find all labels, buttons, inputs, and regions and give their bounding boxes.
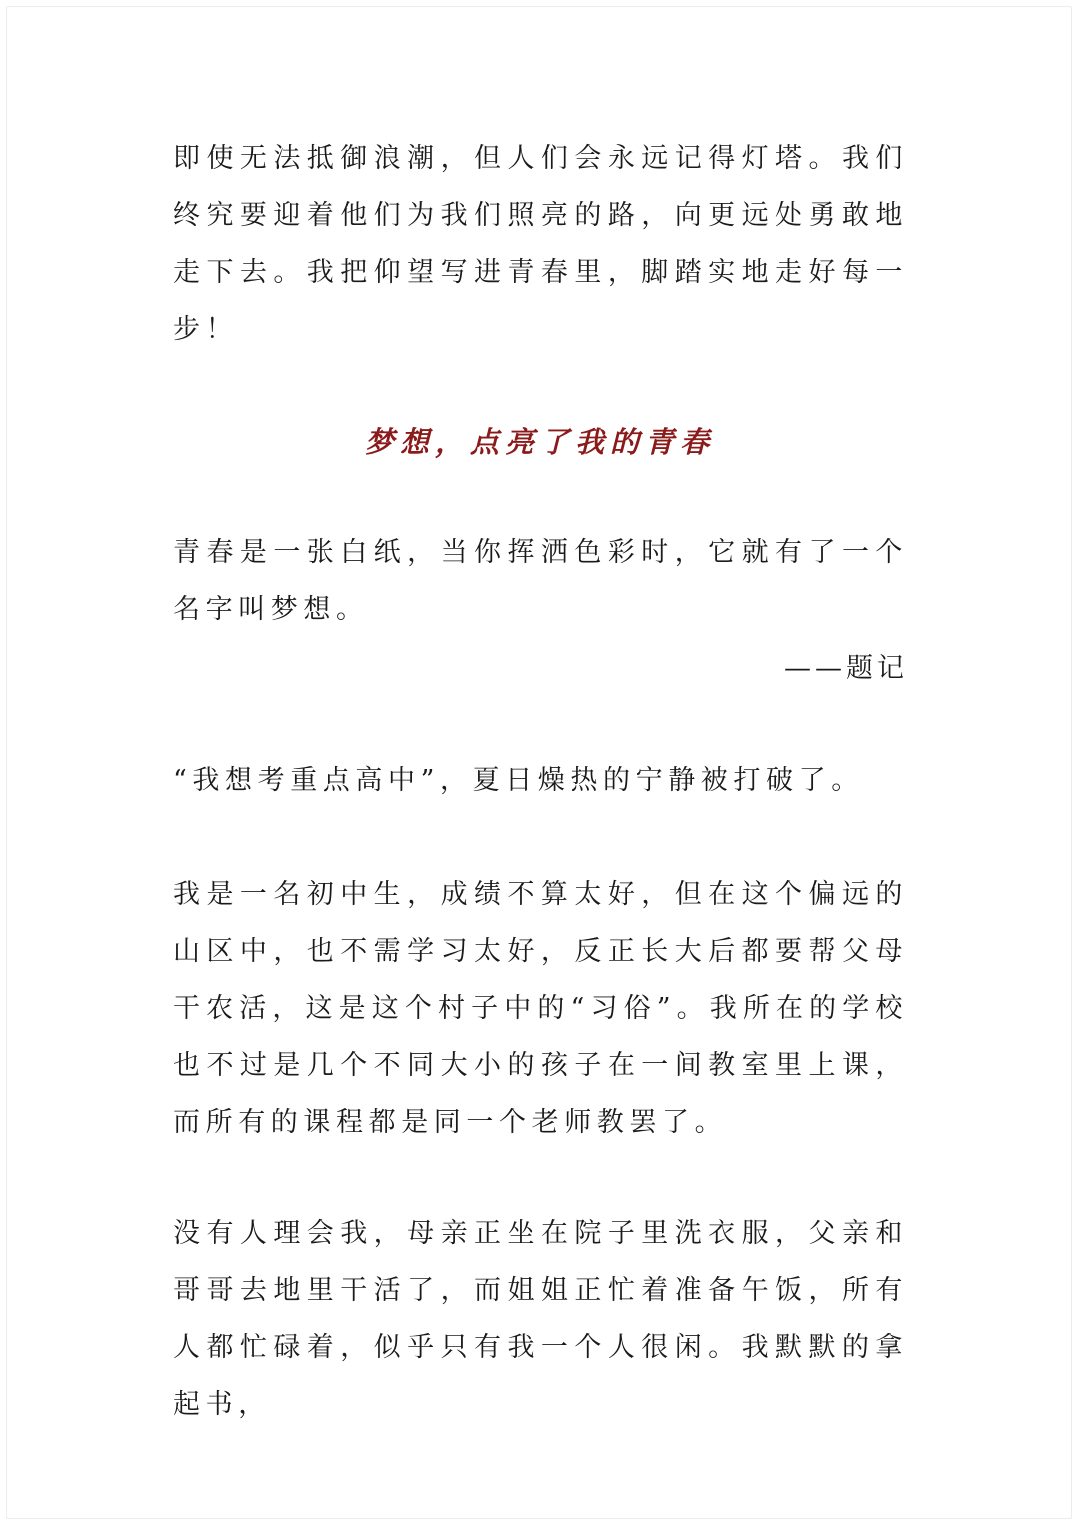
epigraph: 青春是一张白纸，当你挥洒色彩时，它就有了一个名字叫梦想。 <box>173 537 908 625</box>
intro-paragraph-block <box>173 130 908 358</box>
body-paragraph: “我想考重点高中”，夏日燥热的宁静被打破了。 <box>173 765 864 796</box>
paragraph-block <box>173 866 908 1151</box>
body-paragraph: 我是一名初中生，成绩不算太好，但在这个偏远的山区中，也不需学习太好，反正长大后都要帮父母干农活，这是这个村子中的“习俗”。我所在的学校也不过是几个不同大小的孩子在一间教室里上课，而所有的课程都是同一个老师教罢了。 <box>173 879 908 1138</box>
epigraph-block <box>173 524 908 638</box>
body-paragraph: 没有人理会我，母亲正坐在院子里洗衣服，父亲和哥哥去地里干活了，而姐姐正忙着准备午饭，所有人都忙碌着，似乎只有我一个人很闲。我默默的拿起书， <box>173 1218 908 1420</box>
paragraph-block <box>173 752 908 809</box>
intro-paragraph: 即使无法抵御浪潮，但人们会永远记得灯塔。我们终究要迎着他们为我们照亮的路，向更远处勇敢地走下去。我把仰望写进青春里，脚踏实地走好每一步！ <box>173 143 908 345</box>
epigraph-signature: ——题记 <box>784 653 908 684</box>
section-title: 梦想，点亮了我的青春 <box>364 425 715 459</box>
paragraph-block <box>173 1205 908 1433</box>
